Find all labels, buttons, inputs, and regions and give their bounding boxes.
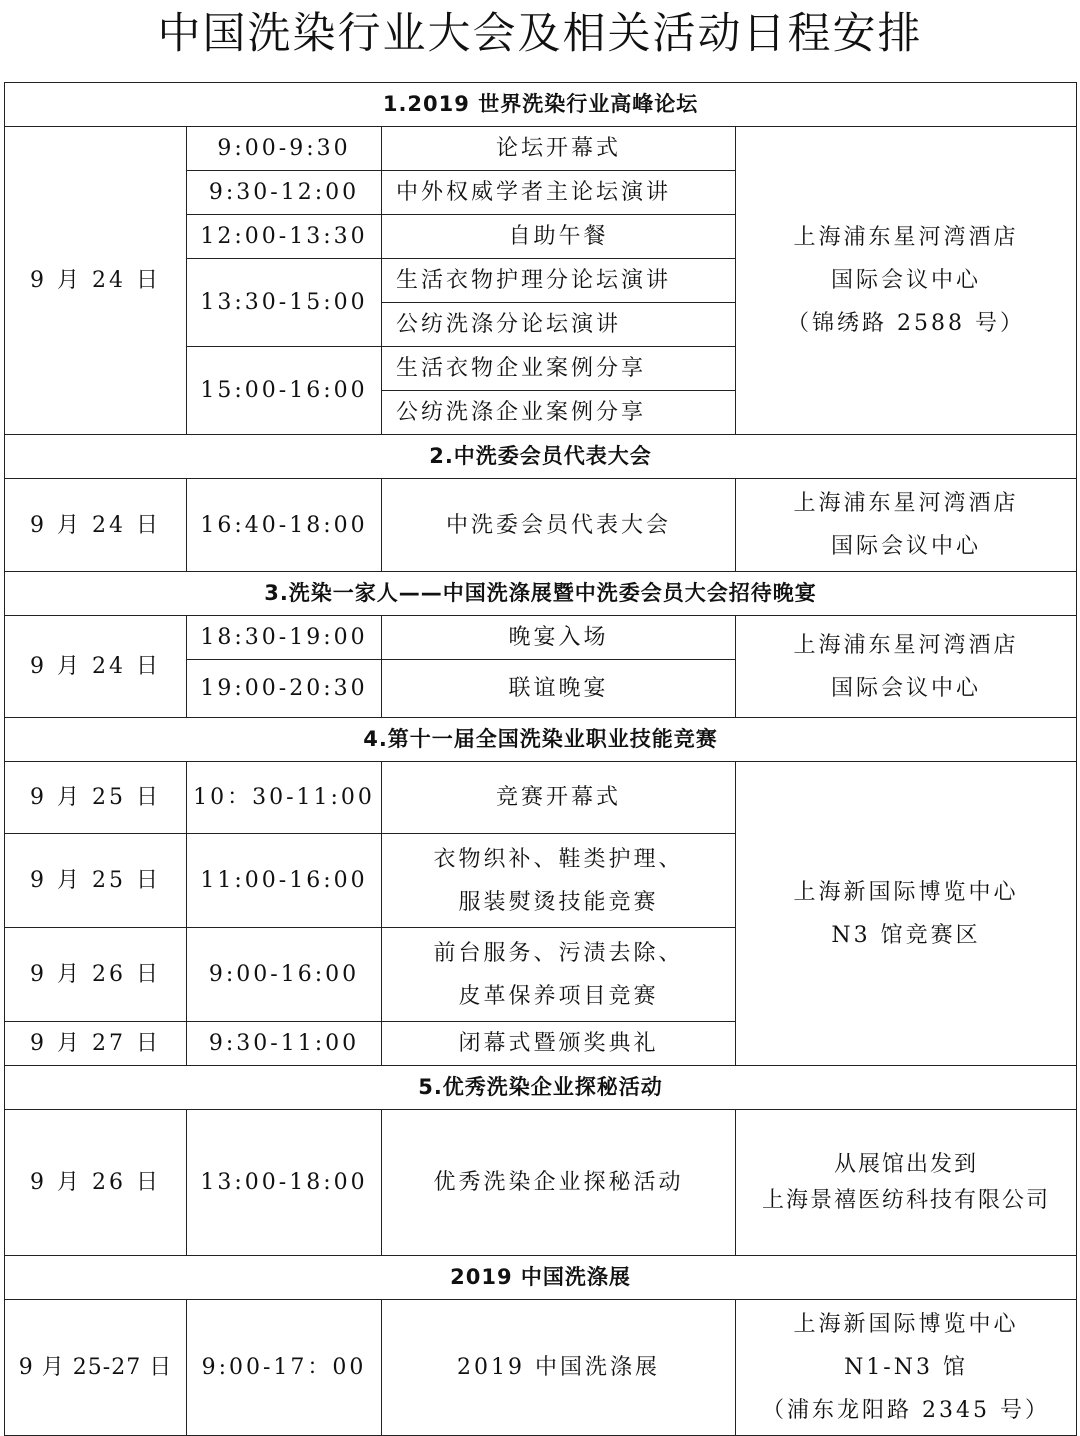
event-cell: 自助午餐 xyxy=(382,215,736,259)
venue-line: 从展馆出发到 xyxy=(834,1151,979,1177)
section-header: 4.第十一届全国洗染业职业技能竞赛 xyxy=(5,718,1077,762)
event-cell xyxy=(382,928,736,1022)
time-cell: 15:00-16:00 xyxy=(187,347,382,435)
page-title: 中国洗染行业大会及相关活动日程安排 xyxy=(157,9,923,59)
event-cell: 2019 中国洗涤展 xyxy=(382,1300,736,1436)
venue-line: （锦绣路 2588 号） xyxy=(787,311,1026,336)
venue-cell xyxy=(736,479,1077,572)
time-cell: 18:30-19:00 xyxy=(187,616,382,660)
event-cell: 晚宴入场 xyxy=(382,616,736,660)
time-cell: 12:00-13:30 xyxy=(187,215,382,259)
event-cell: 生活衣物企业案例分享 xyxy=(382,347,736,391)
time-cell: 19:00-20:30 xyxy=(187,660,382,718)
venue-line: 上海浦东星河湾酒店 xyxy=(793,491,1019,516)
event-cell: 中洗委会员代表大会 xyxy=(382,479,736,572)
time-cell: 13:30-15:00 xyxy=(187,259,382,347)
venue-line: 国际会议中心 xyxy=(831,675,982,701)
event-cell: 论坛开幕式 xyxy=(382,127,736,171)
time-cell: 16:40-18:00 xyxy=(187,479,382,572)
time-cell: 9:00-9:30 xyxy=(187,127,382,171)
event-cell: 生活衣物护理分论坛演讲 xyxy=(382,259,736,303)
venue-cell xyxy=(736,616,1077,718)
date-cell: 9 月 26 日 xyxy=(5,928,187,1022)
time-cell: 9:00-17：00 xyxy=(187,1300,382,1436)
date-cell: 9 月 26 日 xyxy=(5,1110,187,1256)
section-header: 2019 中国洗涤展 xyxy=(5,1256,1077,1300)
venue-line: 上海浦东星河湾酒店 xyxy=(793,632,1019,658)
event-cell: 公纺洗涤分论坛演讲 xyxy=(382,303,736,347)
venue-line: 上海新国际博览中心 xyxy=(793,1312,1019,1337)
date-cell: 9 月 27 日 xyxy=(5,1022,187,1066)
date-cell: 9 月 25 日 xyxy=(5,762,187,834)
date-cell: 9 月 24 日 xyxy=(5,479,187,572)
date-cell: 9 月 24 日 xyxy=(5,127,187,435)
time-cell: 11:00-16:00 xyxy=(187,834,382,928)
venue-line: 国际会议中心 xyxy=(831,268,982,293)
time-cell: 10：30-11:00 xyxy=(187,762,382,834)
time-cell: 9:30-11:00 xyxy=(187,1022,382,1066)
event-cell: 优秀洗染企业探秘活动 xyxy=(382,1110,736,1256)
venue-line: 国际会议中心 xyxy=(831,534,982,559)
event-cell: 竞赛开幕式 xyxy=(382,762,736,834)
event-cell xyxy=(382,834,736,928)
event-line: 衣物织补、鞋类护理、 xyxy=(433,846,684,872)
section-header: 3.洗染一家人——中国洗涤展暨中洗委会员大会招待晚宴 xyxy=(5,572,1077,616)
section-header: 5.优秀洗染企业探秘活动 xyxy=(5,1066,1077,1110)
venue-line: 上海景禧医纺科技有限公司 xyxy=(762,1187,1051,1213)
section-header: 1.2019 世界洗染行业高峰论坛 xyxy=(5,83,1077,127)
time-cell: 9:30-12:00 xyxy=(187,171,382,215)
date-cell: 9 月 25 日 xyxy=(5,834,187,928)
venue-line: 上海新国际博览中心 xyxy=(793,879,1019,905)
event-cell: 公纺洗涤企业案例分享 xyxy=(382,391,736,435)
venue-line: N1-N3 馆 xyxy=(844,1355,968,1380)
date-cell: 9 月 25-27 日 xyxy=(5,1300,187,1436)
event-cell: 联谊晚宴 xyxy=(382,660,736,718)
event-line: 皮革保养项目竞赛 xyxy=(458,983,659,1009)
schedule-table xyxy=(4,82,1077,1436)
event-line: 前台服务、污渍去除、 xyxy=(433,940,684,966)
time-cell: 13:00-18:00 xyxy=(187,1110,382,1256)
event-cell: 闭幕式暨颁奖典礼 xyxy=(382,1022,736,1066)
venue-line: N3 馆竞赛区 xyxy=(831,922,981,948)
venue-line: 上海浦东星河湾酒店 xyxy=(793,225,1019,250)
section-header: 2.中洗委会员代表大会 xyxy=(5,435,1077,479)
venue-line: （浦东龙阳路 2345 号） xyxy=(762,1398,1051,1423)
event-line: 服装熨烫技能竞赛 xyxy=(458,889,659,915)
venue-cell xyxy=(736,1300,1077,1436)
date-cell: 9 月 24 日 xyxy=(5,616,187,718)
time-cell: 9:00-16:00 xyxy=(187,928,382,1022)
venue-cell xyxy=(736,762,1077,1066)
venue-cell xyxy=(736,1110,1077,1256)
event-cell: 中外权威学者主论坛演讲 xyxy=(382,171,736,215)
venue-cell xyxy=(736,127,1077,435)
